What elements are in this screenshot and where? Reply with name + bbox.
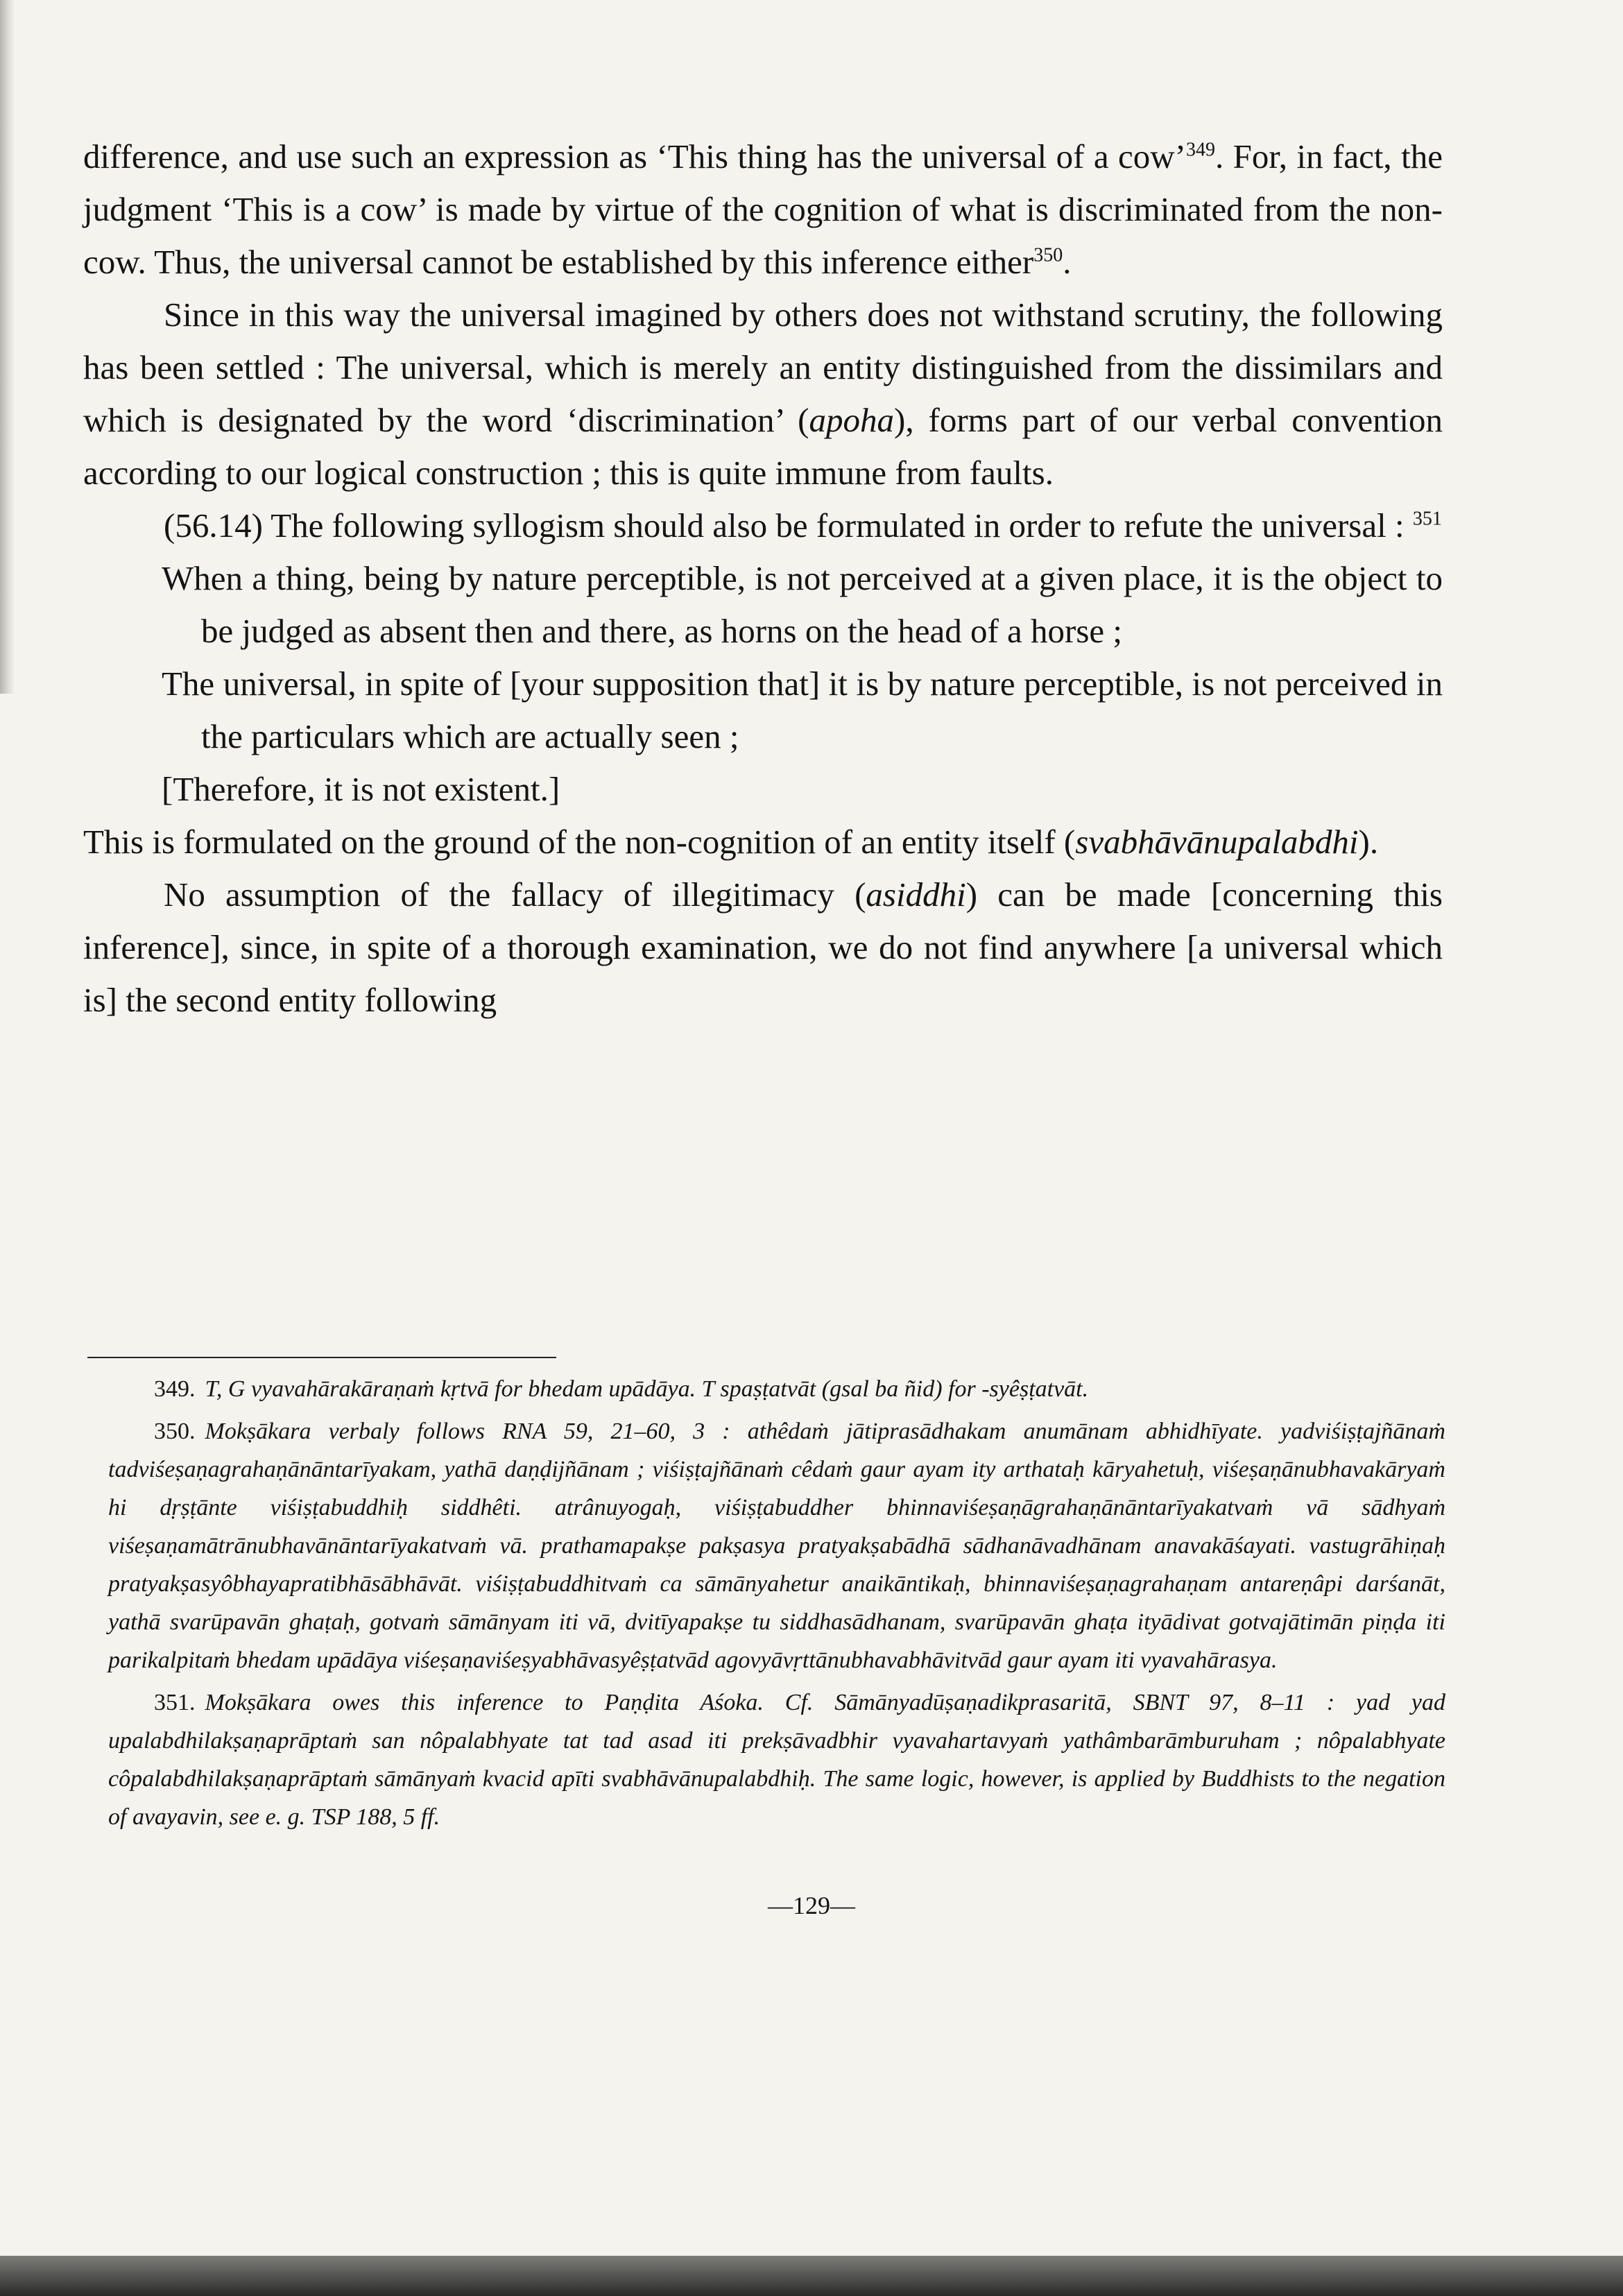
syllogism-minor: The universal, in spite of [your supposition that] it is by nature perceptible, is not perceived in the particulars which are actually seen ;	[162, 665, 1443, 755]
main-text	[83, 130, 1443, 1027]
footnote-349: 349. T, G vyavahārakāraṇaṁ kṛtvā for bhedam upādāya. T spaṣṭatvāt (gsal ba ñid) for -syêṣṭatvāt.	[154, 1376, 1089, 1402]
paragraph-1: difference, and use such an expression as ‘This thing has the universal of a cow’$^{349}$. For, in fact, the judgment ‘This is a cow’ is made by virtue of the cognition of what is discriminated from the non-cow. Thus, the universal cannot be established by this inference either$^{350}$.	[83, 137, 1443, 281]
footnote-350: 350. Mokṣākara verbaly follows RNA 59, 21–60, 3 : athêdaṁ jātiprasādhakam anumānam abhidhīyate. yadviśiṣṭajñānaṁ tadviśeṣaṇagrahaṇānāntarīyakam, yathā daṇḍijñānam ; viśiṣṭajñānaṁ cêdaṁ gaur ayam ity arthataḥ kāryahetuḥ, viśeṣaṇānubhavakāryaṁ hi dṛṣṭānte viśiṣṭabuddhiḥ siddhêti. atrânuyogaḥ, viśiṣṭabuddher bhinnaviśeṣaṇāgrahaṇānāntarīyakatvaṁ vā sādhyaṁ viśeṣaṇamātrānubhavānāntarīyakatvaṁ vā. prathamapakṣe pakṣasya pratyakṣabādhā sādhanāvadhānam anavakāśayati. vastugrāhiṇaḥ pratyakṣasyôbhayapratibhāsābhāvāt. viśiṣṭabuddhitvaṁ ca sāmānyahetur anaikāntikaḥ, bhinnaviśeṣaṇagrahaṇam antareṇâpi darśanāt, yathā svarūpavān ghaṭaḥ, gotvaṁ sāmānyam iti vā, dvitīyapakṣe tu siddhasādhanam, svarūpavān ghaṭa ityādivat gotvajātimān piṇḍa iti parikalpitaṁ bhedam upādāya viśeṣaṇaviśeṣyabhāvasyêṣṭatvād agovyāvṛttānubhavabhāvitvād gaur ayam iti vyavahārasya.	[108, 1419, 1445, 1673]
page-spine-shadow	[0, 0, 15, 694]
paragraph-3: (56.14) The following syllogism should also be formulated in order to refute the universal : $^{351}$	[164, 506, 1442, 545]
term-svabhavanupalabdhi: svabhāvānupalabdhi	[1075, 823, 1359, 861]
paragraph-5: No assumption of the fallacy of illegitimacy (asiddhi) can be made [concerning this inference], since, in spite of a thorough examination, we do not find anywhere [a universal which is] the second entity following	[83, 875, 1443, 1019]
term-apoha: apoha	[809, 401, 894, 439]
paragraph-2: Since in this way the universal imagined by others does not withstand scrutiny, the following has been settled : The universal, which is merely an entity distinguished from the dissimilars and which is designated by the word ‘discrimination’ (apoha), forms part of our verbal convention according to our logical construction ; this is quite immune from faults.	[83, 295, 1443, 492]
footnote-ref-350: 350	[1033, 244, 1063, 266]
footnote-divider	[87, 1357, 556, 1358]
syllogism-major: When a thing, being by nature perceptible, is not perceived at a given place, it is the object to be judged as absent then and there, as horns on the head of a horse ;	[162, 559, 1443, 650]
footnote-ref-351: 351	[1412, 508, 1442, 530]
footnote-ref-349: 349	[1185, 139, 1215, 161]
paragraph-4: This is formulated on the ground of the non-cognition of an entity itself (svabhāvānupalabdhi).	[83, 823, 1379, 861]
footnotes	[108, 1370, 1445, 1840]
scan-edge	[0, 2256, 1623, 2296]
syllogism-conclusion: [Therefore, it is not existent.]	[162, 770, 560, 808]
footnote-351: 351. Mokṣākara owes this inference to Paṇḍita Aśoka. Cf. Sāmānyadūṣaṇadikprasaritā, SBNT 97, 8–11 : yad yad upalabdhilakṣaṇaprāptaṁ san nôpalabhyate tat tad asad iti prekṣāvadbhir vyavahartavyaṁ yathâmbarāmburuham ; nôpalabhyate côpalabdhilakṣaṇaprāptaṁ sāmānyaṁ kvacid apīti svabhāvānupalabdhiḥ. The same logic, however, is applied by Buddhists to the negation of avayavin, see e. g. TSP 188, 5 ff.	[108, 1690, 1445, 1830]
term-asiddhi: asiddhi	[866, 875, 966, 914]
page-number: —129—	[768, 1892, 855, 1919]
